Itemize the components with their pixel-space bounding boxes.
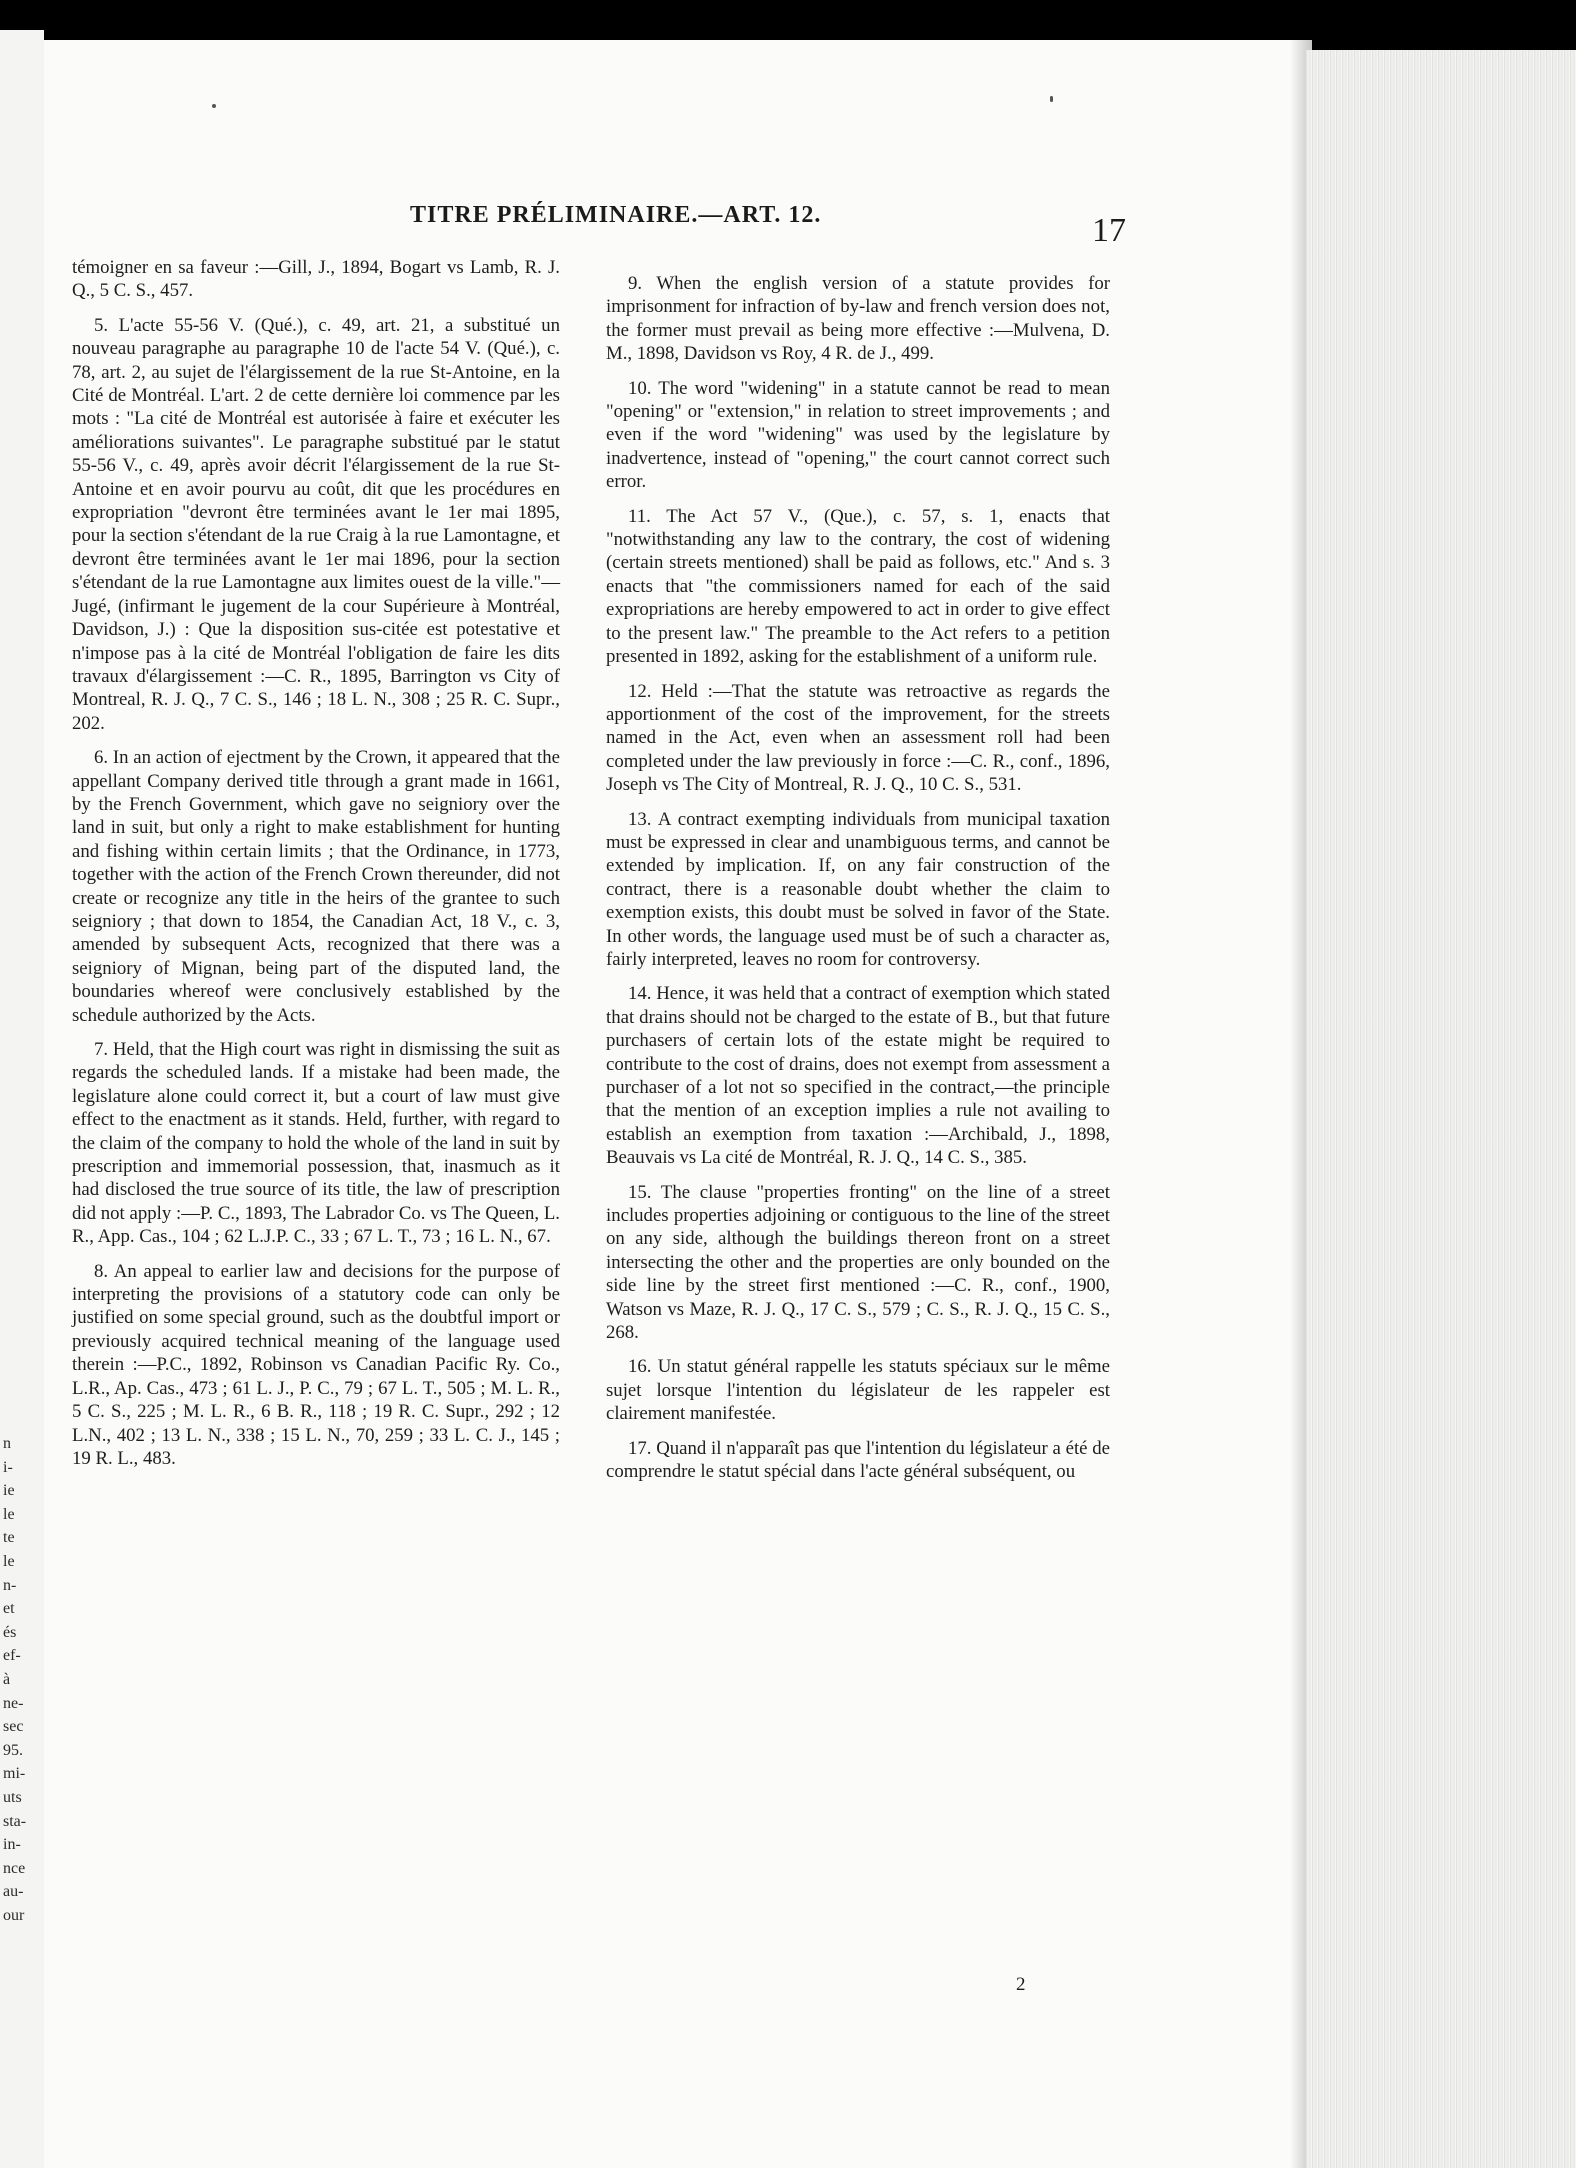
margin-fragment: le [3,1505,15,1523]
paragraph-continuation: témoigner en sa faveur :—Gill, J., 1894, Bogart vs Lamb, R. J. Q., 5 C. S., 457. [72,257,560,302]
page-number: 17 [1092,212,1126,249]
margin-fragment: au- [3,1883,24,1901]
margin-fragment: uts [3,1788,22,1806]
margin-fragment: ef- [3,1647,21,1665]
margin-fragment: le [3,1552,15,1570]
paragraph-5: 5. L'acte 55-56 V. (Qué.), c. 49, art. 21, a substitué un nouveau paragraphe au paragraphe 10 de l'acte 54 V. (Qué.), c. 78, art. 2, au sujet de l'élargissement de la rue St-Antoine, en la Cité de Montréal. L'art. 2 de cette dernière loi commence par les mots : "La cité de Montréal est autorisée à faire et exécuter les améliorations suivantes". Le paragraphe substitué par le statut 55-56 V., c. 49, après avoir décrit l'élargissement de la rue St-Antoine et en avoir pourvu au coût, dit que les procédures en expropriation "devront être terminées avant le 1er mai 1895, pour la section s'étendant de la rue Craig à la rue Lamontagne, et devront être terminées avant le 1er mai 1896, pour la section s'étendant de la rue Lamontagne aux limites ouest de la ville."—Jugé, (infirmant le jugement de la cour Supérieure à Montréal, Davidson, J.) : Que la disposition sus-citée est potestative et n'impose pas à la cité de Montréal l'obligation de faire les dits travaux d'élargissement :—C. R., 1895, Barrington vs City of Montreal, R. J. Q., 7 C. S., 146 ; 18 L. N., 308 ; 25 R. C. Supr., 202. [72,314,560,734]
margin-fragment: à [3,1670,11,1688]
paragraph-16: 16. Un statut général rappelle les statuts spéciaux sur le même sujet lorsque l'intention du législateur de les rappeler est clairement manifestée. [606,1356,1110,1425]
margin-fragment: et [3,1600,15,1618]
margin-fragment: és [3,1623,17,1641]
speck [212,104,216,108]
paragraph-13: 13. A contract exempting individuals from municipal taxation must be expressed in clear and unambiguous terms, and cannot be extended by implication. If, on any fair construction of the contract, there is a reasonable doubt whether the claim to exemption exists, this doubt must be solved in favor of the State. In other words, the language used must be of such a character as, fairly interpreted, leaves no room for controversy. [606,808,1110,970]
paragraph-10: 10. The word "widening" in a statute cannot be read to mean "opening" or "extension," in relation to street improvements ; and even if the word "widening" was used by the legislature by inadvertence, instead of "opening," the court cannot correct such error. [606,377,1110,493]
paragraph-12: 12. Held :—That the statute was retroactive as regards the apportionment of the cost of the improvement, for the streets named in the Act, even when an assessment roll had been completed under the law previously in force :—C. R., conf., 1896, Joseph vs The City of Montreal, R. J. Q., 10 C. S., 531. [606,680,1110,796]
margin-fragment: mi- [3,1765,26,1783]
paragraph-7: 7. Held, that the High court was right in dismissing the suit as regards the scheduled lands. If a mistake had been made, the legislature alone could correct it, but a court of law must give effect to the enactment as it stands. Held, further, with regard to the claim of the company to hold the whole of the land in suit by prescription and immemorial possession, that, inasmuch as it had disclosed the true source of its title, the law of prescription did not apply :—P. C., 1893, The Labrador Co. vs The Queen, L. R., App. Cas., 104 ; 62 L.J.P. C., 33 ; 67 L. T., 73 ; 16 L. N., 67. [72,1039,560,1248]
margin-fragment: ie [3,1482,15,1500]
speck [1050,96,1053,102]
paragraph-15: 15. The clause "properties fronting" on the line of a street includes properties adjoining or contiguous to the line of the street on any side, although the buildings thereon front on a street intersecting the other and the properties are only bounded on the side line by the street first mentioned :—C. R., conf., 1900, Watson vs Maze, R. J. Q., 17 C. S., 579 ; C. S., R. J. Q., 15 C. S., 268. [606,1181,1110,1344]
margin-fragment: our [3,1906,25,1924]
page-stack-edge [1306,50,1576,2168]
margin-fragment: n [3,1435,11,1452]
margin-fragment: n- [3,1576,17,1594]
signature-mark: 2 [1016,1974,1026,1995]
right-column [606,272,1110,1495]
margin-fragment: ne- [3,1694,24,1712]
paragraph-17: 17. Quand il n'apparaît pas que l'intention du législateur a été de comprendre le statut spécial dans l'acte général subséquent, ou [606,1437,1110,1483]
margin-fragment: 95. [3,1741,23,1759]
paragraph-8: 8. An appeal to earlier law and decisions for the purpose of interpreting the provisions of a statutory code can only be justified on some special ground, such as the doubtful import or previously acquired technical meaning of the language used therein :—P.C., 1892, Robinson vs Canadian Pacific Ry. Co., L.R., Ap. Cas., 473 ; 61 L. J., P. C., 79 ; 67 L. T., 505 ; M. L. R., 5 C. S., 225 ; M. L. R., 6 B. R., 118 ; 19 R. C. Supr., 292 ; 12 L.N., 402 ; 13 L. N., 338 ; 15 L. N., 70, 259 ; 33 L. C. J., 145 ; 19 R. L., 483. [72,1260,560,1469]
paragraph-14: 14. Hence, it was held that a contract of exemption which stated that drains should not be charged to the estate of B., but that future purchasers of certain lots of the estate might be required to contribute to the cost of drains, does not exempt from assessment a purchaser of a lot not so specified in the contract,—the principle that the mention of an exception implies a rule not availing to establish an exemption from taxation :—Archibald, J., 1898, Beauvais vs La cité de Montréal, R. J. Q., 14 C. S., 385. [606,983,1110,1169]
facing-page-fragments [3,1432,43,1927]
left-column [72,256,560,1481]
margin-fragment: i- [3,1458,13,1476]
margin-fragment: nce [3,1859,26,1877]
paragraph-11: 11. The Act 57 V., (Que.), c. 57, s. 1, enacts that "notwithstanding any law to the contrary, the cost of widening (certain streets mentioned) shall be paid as follows, etc." And s. 3 enacts that "the commissioners named for each of the said expropriations are hereby empowered to act in order to give effect to the present law." The preamble to the Act refers to a petition presented in 1892, asking for the establishment of a uniform rule. [606,505,1110,668]
paragraph-6: 6. In an action of ejectment by the Crown, it appeared that the appellant Company derived title through a grant made in 1661, by the French Government, which gave no seigniory over the land in suit, but only a right to make establishment for hunting and fishing within certain limits ; that the Ordinance, in 1773, together with the action of the French Crown thereunder, did not create or recognize any title in the heirs of the grantee to such seigniory ; that down to 1854, the Canadian Act, 18 V., c. 3, amended by subsequent Acts, recognized that there was a seigniory of Mignan, being part of the disputed land, the boundaries whereof were conclusively established by the schedule authorized by the Acts. [72,747,560,1026]
margin-fragment: te [3,1529,15,1547]
margin-fragment: sec [3,1718,24,1736]
margin-fragment: sta- [3,1812,27,1830]
running-title: TITRE PRÉLIMINAIRE.—ART. 12. [410,202,822,228]
margin-fragment: in- [3,1836,21,1854]
paragraph-9: 9. When the english version of a statute provides for imprisonment for infraction of by-law and french version does not, the former must prevail as being more effective :—Mulvena, D. M., 1898, Davidson vs Roy, 4 R. de J., 499. [606,273,1110,365]
